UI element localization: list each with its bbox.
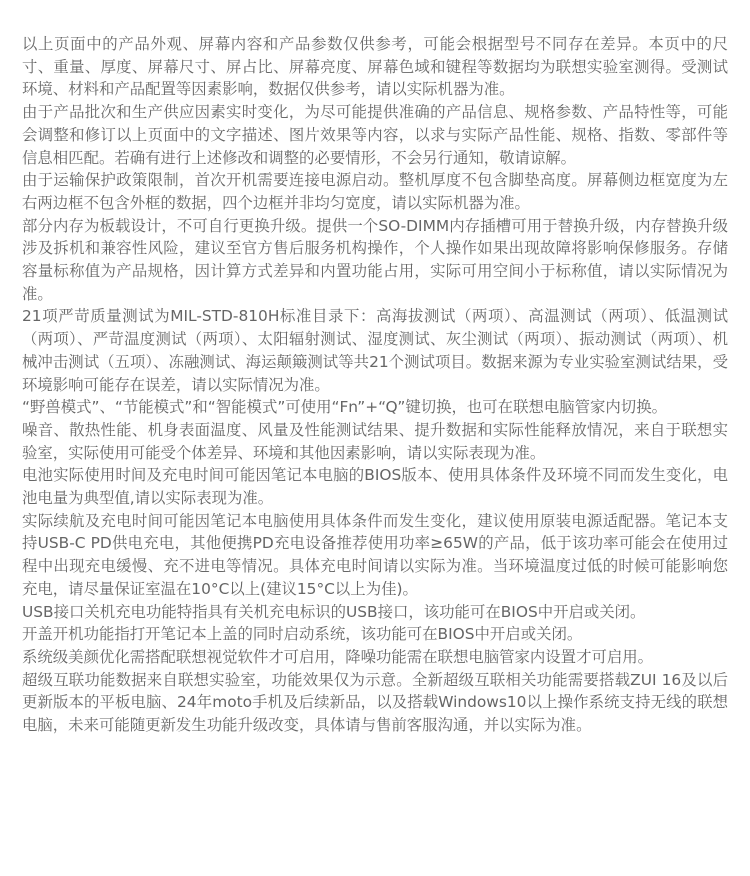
disclaimer-paragraph-memory: 部分内存为板载设计，不可自行更换升级。提供一个SO-DIMM内存插槽可用于替换升级，内存替换升级涉及拆机和兼容性风险，建议至官方售后服务机构操作，个人操作如果出现故障将影响保修服务。存储容量标称值为产品规格，因计算方式差异和内置功能占用，实际可用空间小于标称值，请以实际情况为准。 <box>22 216 728 303</box>
disclaimer-paragraph-modes: “野兽模式”、“节能模式”和“智能模式”可使用“Fn”+“Q”键切换，也可在联想电脑管家内切换。 <box>22 398 667 417</box>
disclaimer-paragraph-noise: 噪音、散热性能、机身表面温度、风量及性能测试结果、提升数据和实际性能释放情况，来自于联想实验室，实际使用可能受个体差异、环境和其他因素影响，请以实际表现为准。 <box>22 420 728 462</box>
disclaimer-paragraph-battery: 电池实际使用时间及充电时间可能因笔记本电脑的BIOS版本、使用具体条件及环境不同而发生变化，电池电量为典型值,请以实际表现为准。 <box>22 466 728 508</box>
disclaimer-paragraph-shipping: 由于运输保护政策限制，首次开机需要连接电源启动。整机厚度不包含脚垫高度。屏幕侧边框宽度为左右两边框不包含外框的数据，四个边框并非均匀宽度，请以实际机器为准。 <box>22 171 728 212</box>
disclaimer-paragraph-beauty: 系统级美颜优化需搭配联想视觉软件才可启用，降噪功能需在联想电脑管家内设置才可启用。 <box>22 647 654 666</box>
disclaimer-paragraph-usb: USB接口关机充电功能特指具有关机充电标识的USB接口，该功能可在BIOS中开启或关闭。 <box>22 602 646 621</box>
disclaimer-paragraph-appearance: 以上页面中的产品外观、屏幕内容和产品参数仅供参考，可能会根据型号不同存在差异。本页中的尺寸、重量、厚度、屏幕尺寸、屏占比、屏幕亮度、屏幕色域和键程等数据均为联想实验室测得。受测试环境、材料和产品配置等因素影响，数据仅供参考，请以实际机器为准。 <box>22 35 728 99</box>
disclaimer-paragraph-batch-changes: 由于产品批次和生产供应因素实时变化，为尽可能提供准确的产品信息、规格参数、产品特性等，可能会调整和修订以上页面中的文字描述、图片效果等内容，以求与实际产品性能、规格、指数、零部件等信息相匹配。若确有进行上述修改和调整的必要情形，不会另行通知，敬请谅解。 <box>22 103 728 167</box>
disclaimer-paragraph-lid-open: 开盖开机功能指打开笔记本上盖的同时启动系统，该功能可在BIOS中开启或关闭。 <box>22 625 583 644</box>
disclaimer-paragraph-mil-std: 21项严苛质量测试为MIL-STD-810H标准目录下：高海拔测试（两项）、高温测试（两项）、低温测试（两项）、严苛温度测试（两项）、太阳辐射测试、湿度测试、灰尘测试（两项）、振动测试（两项）、机械冲击测试（五项）、冻融测试、海运颠簸测试等共21个测试项目。数据来源为专业实验室测试结果，受环境影响可能存在误差，请以实际情况为准。 <box>22 307 728 394</box>
disclaimer-paragraph-charging: 实际续航及充电时间可能因笔记本电脑使用具体条件而发生变化，建议使用原装电源适配器。笔记本支持USB-C PD供电充电，其他便携PD充电设备推荐使用功率≥65W的产品，低于该功率可能会在使用过程中出现充电缓慢、充不进电等情况。具体充电时间请以实际为准。当环境温度过低的时候可能影响您充电，请尽量保证室温在10°C以上(建议15°C以上为佳)。 <box>22 511 728 598</box>
disclaimer-text-block <box>22 33 728 737</box>
disclaimer-paragraph-super-link: 超级互联功能数据来自联想实验室，功能效果仅为示意。全新超级互联相关功能需要搭载ZUI 16及以后更新版本的平板电脑、24年moto手机及后续新品，以及搭载Windows10以上操作系统支持无线的联想电脑，未来可能随更新发生功能升级改变，具体请与售前客服沟通，并以实际为准。 <box>22 670 728 735</box>
